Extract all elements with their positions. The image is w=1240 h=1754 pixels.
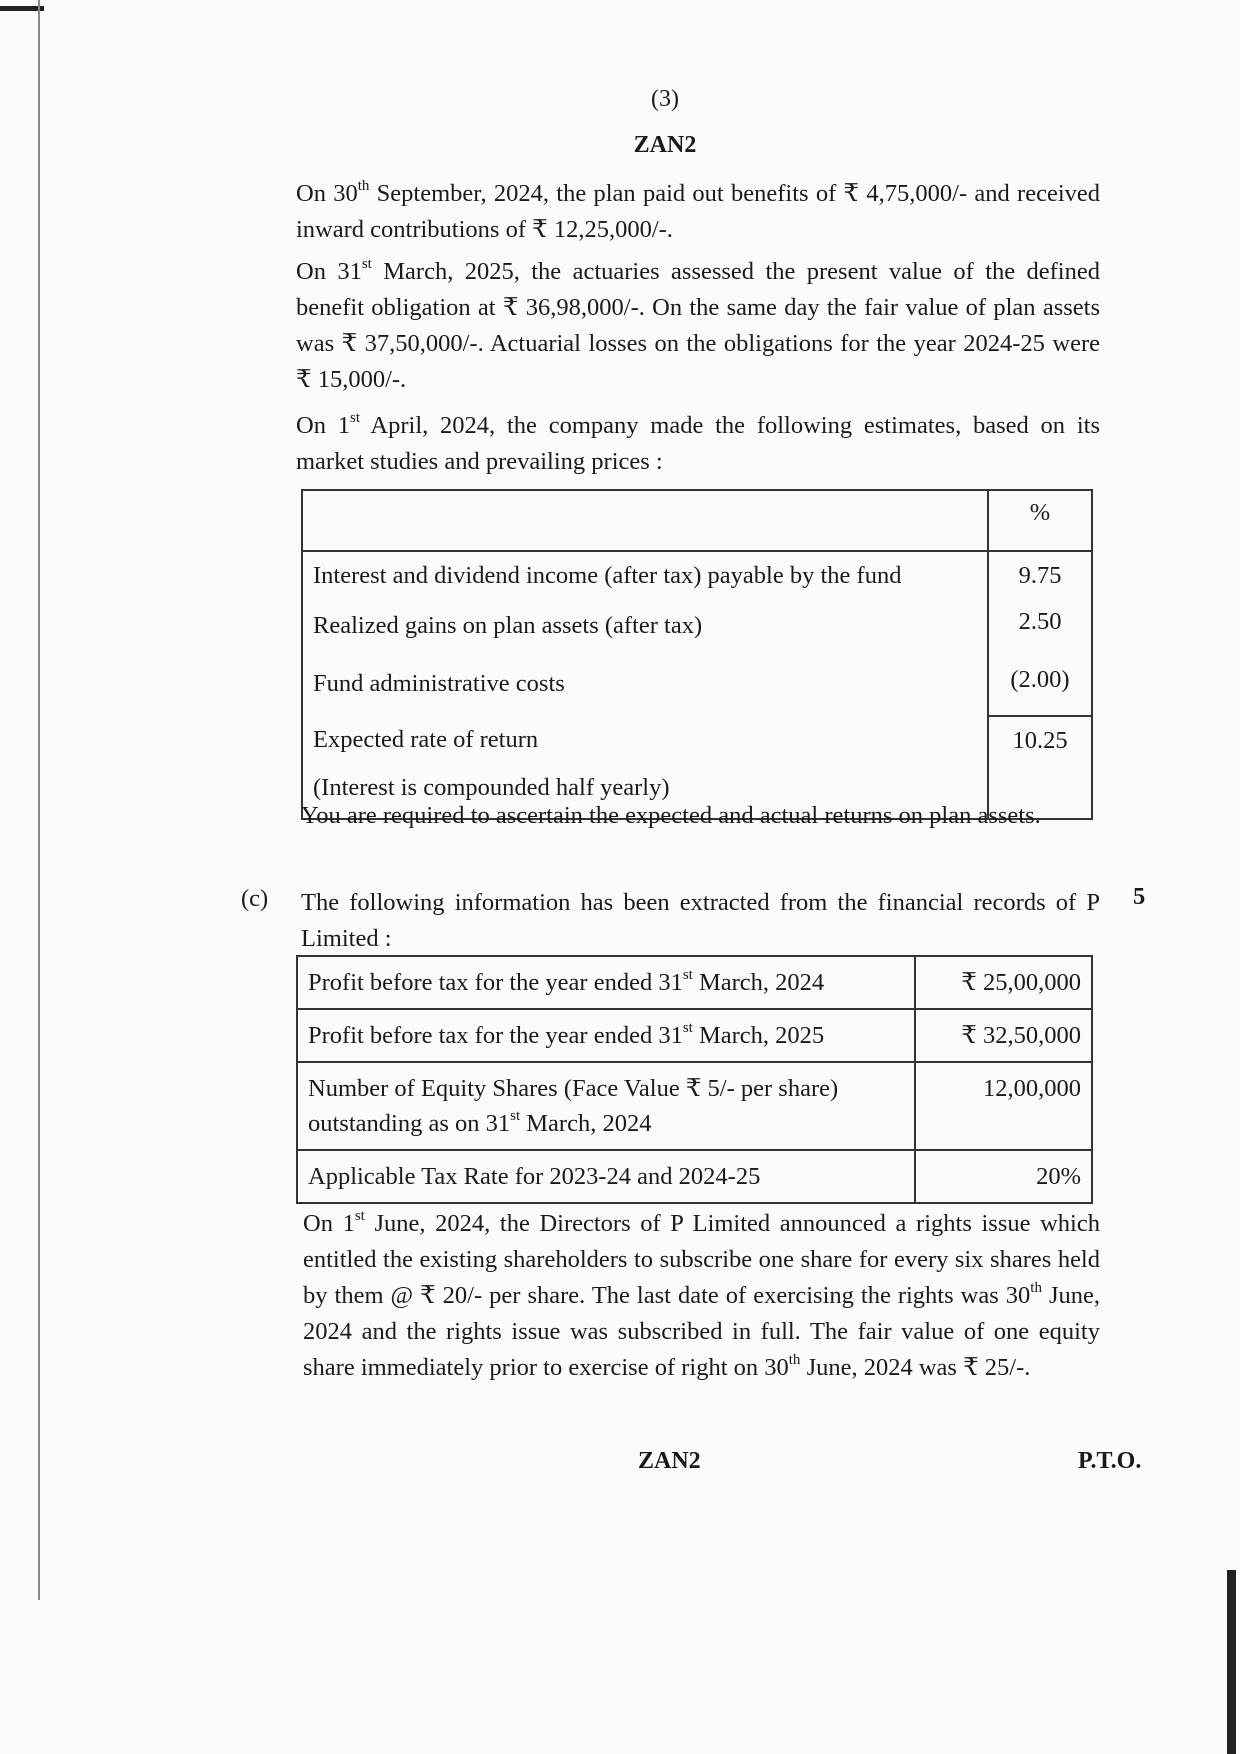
table-row [302,604,1092,662]
table-row [297,1009,1092,1062]
table-row [302,716,1092,768]
paragraph-estimates-intro: On 1st April, 2024, the company made the following estimates, based on its market studies and prevailing prices : [296,409,1100,475]
table-cell: 20% [915,1150,1092,1203]
table-cell: ₹ 25,00,000 [915,956,1092,1009]
estimates-table [301,489,1093,820]
scan-edge-mark [1227,1570,1236,1754]
table-row [302,662,1092,716]
table-cell: 9.75 [988,551,1092,604]
table-row [297,1150,1092,1203]
financial-records-table [296,955,1093,1204]
table-row [297,956,1092,1009]
page-number: (3) [651,86,679,112]
table-cell: Expected rate of return [302,716,988,768]
table-cell: Applicable Tax Rate for 2023-24 and 2024-25 [297,1150,915,1203]
pto-label: P.T.O. [1078,1448,1142,1474]
table-cell: (Interest is compounded half yearly) [302,768,988,819]
scan-edge-line [38,0,40,1600]
question-label: (c) [241,885,269,912]
paragraph-actuarial-assessment: On 31st March, 2025, the actuaries assessed the present value of the defined benefit obligation at ₹ 36,98,000/-. On the same day the fair value of plan assets was ₹ 37,50,000/-. Actuarial losses on the obligations for the year 2024-25 were ₹ 15,000/-. [296,255,1100,393]
paragraph-benefits-paid: On 30th September, 2024, the plan paid out benefits of ₹ 4,75,000/- and received inward contributions of ₹ 12,25,000/-. [296,177,1100,243]
table-cell: 12,00,000 [915,1062,1092,1150]
table-cell: Profit before tax for the year ended 31st March, 2025 [297,1009,915,1062]
table-cell: 2.50 [988,604,1092,662]
paper-code-footer: ZAN2 [638,1448,701,1474]
paragraph-required: You are required to ascertain the expected and actual returns on plan assets. [301,802,1041,829]
paragraph-records-intro: The following information has been extracted from the financial records of P Limited : [301,889,1100,952]
table-row [297,1062,1092,1150]
paragraph-rights-issue: On 1st June, 2024, the Directors of P Limited announced a rights issue which entitled the existing shareholders to subscribe one share for every six shares held by them @ ₹ 20/- per share. The last date of exercising the rights was 30th June, 2024 and the rights issue was subscribed in full. The fair value of one equity share immediately prior to exercise of right on 30th June, 2024 was ₹ 25/-. [303,1207,1100,1381]
table-cell: (2.00) [988,662,1092,716]
table-cell: Fund administrative costs [302,662,988,716]
paper-code-header: ZAN2 [633,132,697,158]
table-cell: Interest and dividend income (after tax) payable by the fund [302,551,988,604]
percent-header: % [988,490,1092,551]
marks: 5 [1133,883,1146,910]
table-cell: ₹ 32,50,000 [915,1009,1092,1062]
table-cell [302,490,988,551]
table-cell: 10.25 [988,716,1092,768]
table-row [302,551,1092,604]
table-cell: Realized gains on plan assets (after tax) [302,604,988,662]
table-cell: Number of Equity Shares (Face Value ₹ 5/- per share) outstanding as on 31st March, 2024 [297,1062,915,1150]
table-row [302,490,1092,551]
table-cell: Profit before tax for the year ended 31st March, 2024 [297,956,915,1009]
